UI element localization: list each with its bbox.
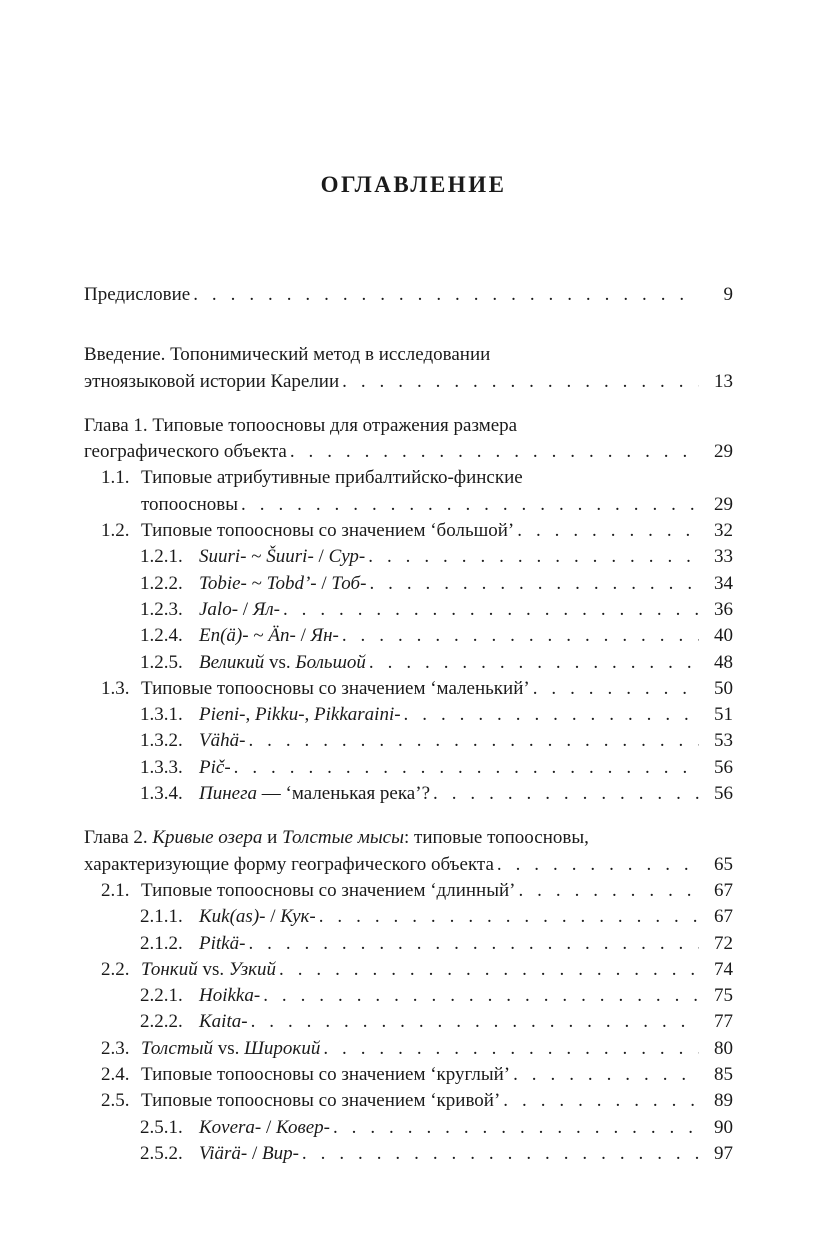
leader-dots <box>433 781 699 807</box>
page-number: 29 <box>714 493 733 515</box>
section-number: 2.5.2. <box>140 1142 183 1164</box>
leader-dots <box>497 852 699 878</box>
entry-label-italic: Ковер- <box>276 1116 330 1138</box>
entry-label-italic: Кук- <box>280 906 316 928</box>
entry-label: Типовые топоосновы со значением ‘круглый’ <box>141 1064 511 1086</box>
leader-dots <box>323 1036 699 1062</box>
entry-label-italic: Pikku- <box>254 704 305 726</box>
entry-label: / <box>261 1116 277 1138</box>
page-number: 85 <box>714 1064 733 1086</box>
toc-entry-2-2[interactable] <box>84 957 733 983</box>
page-number: 32 <box>714 520 733 542</box>
entry-label: / <box>247 1142 262 1164</box>
toc-entry-1-3-4[interactable] <box>84 781 733 807</box>
leader-dots <box>333 1115 699 1141</box>
page-number: 75 <box>714 985 733 1007</box>
toc-entry-1-2-5[interactable] <box>84 650 733 676</box>
toc-entry-2-5[interactable] <box>84 1088 733 1114</box>
page-number: 40 <box>714 625 733 647</box>
page-number: 56 <box>714 756 733 778</box>
entry-label: Типовые атрибутивные прибалтийско-финские <box>141 467 523 489</box>
entry-label: характеризующие форму географического объекта <box>84 852 497 878</box>
section-number: 1.2.5. <box>140 651 183 673</box>
toc-entry-preface[interactable] <box>84 282 733 308</box>
page-number: 36 <box>714 598 733 620</box>
page-number: 48 <box>714 651 733 673</box>
toc-entry-2-2-2[interactable] <box>84 1009 733 1035</box>
section-number: 1.2.4. <box>140 625 183 647</box>
entry-label-italic: Kaita- <box>199 1011 248 1033</box>
page-title: ОГЛАВЛЕНИЕ <box>320 172 507 197</box>
leader-dots <box>248 931 699 957</box>
entry-label: Типовые топоосновы со значением ‘маленький’ <box>141 677 530 699</box>
table-of-contents <box>84 282 733 1167</box>
page-number: 13 <box>714 370 733 392</box>
entry-label-italic: Vähä- <box>199 730 246 752</box>
page-number: 56 <box>714 783 733 805</box>
toc-entry-2-1-2[interactable] <box>84 931 733 957</box>
page-number: 77 <box>714 1011 733 1033</box>
entry-label: vs. <box>264 651 296 673</box>
page-number: 67 <box>714 879 733 901</box>
section-number: 2.4. <box>101 1064 130 1086</box>
entry-label-italic: Pitkä- <box>199 932 246 954</box>
section-number: 2.2.2. <box>140 1011 183 1033</box>
section-number: 1.2.2. <box>140 572 183 594</box>
page-number: 80 <box>714 1037 733 1059</box>
toc-entry-1-2-4[interactable] <box>84 623 733 649</box>
toc-entry-intro-line1: Введение. Топонимический метод в исследовании <box>84 344 491 366</box>
toc-entry-1-1-line1 <box>84 465 733 491</box>
entry-label: географического объекта <box>84 439 290 465</box>
section-number: 2.3. <box>101 1037 130 1059</box>
page-number: 89 <box>714 1090 733 1112</box>
entry-label-italic: Tobd’- <box>266 572 317 594</box>
entry-label: / <box>265 906 281 928</box>
entry-label-italic: Tobie- <box>199 572 247 594</box>
toc-entry-2-4[interactable] <box>84 1062 733 1088</box>
entry-label: топоосновы <box>141 492 241 518</box>
leader-dots <box>241 492 699 518</box>
entry-label: : типовые топоосновы, <box>404 827 589 849</box>
entry-label: ~ <box>246 572 267 594</box>
entry-label-italic: Pieni- <box>199 704 246 726</box>
entry-label-italic: Широкий <box>244 1037 321 1059</box>
leader-dots <box>517 518 699 544</box>
entry-label-italic: Kuk(as)- <box>199 906 266 928</box>
page-number: 97 <box>714 1142 733 1164</box>
toc-entry-2-1[interactable] <box>84 878 733 904</box>
entry-label: , <box>245 704 255 726</box>
toc-entry-2-2-1[interactable] <box>84 983 733 1009</box>
entry-label-italic: En(ä)- <box>199 625 249 647</box>
entry-label-italic: Пинега <box>199 783 257 805</box>
section-number: 2.5.1. <box>140 1116 183 1138</box>
entry-label-italic: Тоб- <box>331 572 367 594</box>
entry-label-italic: Šuuri- <box>266 546 314 568</box>
entry-label-italic: Сур- <box>328 546 366 568</box>
entry-label-italic: Вир- <box>261 1142 299 1164</box>
entry-label: Глава 2. <box>84 827 153 849</box>
toc-entry-1-2-1[interactable] <box>84 544 733 570</box>
page-number: 34 <box>714 572 733 594</box>
toc-entry-chapter1[interactable] <box>84 439 733 465</box>
toc-entry-1-3-3[interactable] <box>84 755 733 781</box>
entry-label-italic: Толстый <box>141 1037 213 1059</box>
leader-dots <box>404 702 699 728</box>
section-number: 2.1.2. <box>140 932 183 954</box>
toc-entry-2-5-2[interactable] <box>84 1141 733 1167</box>
page-number: 50 <box>714 677 733 699</box>
entry-label-italic: Великий <box>199 651 265 673</box>
section-number: 1.3.3. <box>140 756 183 778</box>
entry-label-italic: Большой <box>295 651 366 673</box>
section-number: 1.2. <box>101 520 130 542</box>
entry-label-italic: Suuri- <box>199 546 247 568</box>
section-number: 1.2.3. <box>140 598 183 620</box>
page-number: 72 <box>714 932 733 954</box>
page-number: 90 <box>714 1116 733 1138</box>
section-number: 1.2.1. <box>140 546 183 568</box>
entry-label: vs. <box>212 1037 245 1059</box>
leader-dots <box>279 957 699 983</box>
leader-dots <box>369 650 699 676</box>
entry-label: , <box>304 704 315 726</box>
entry-label: ~ <box>246 546 267 568</box>
entry-label-italic: Jalo- <box>199 598 239 620</box>
entry-label: vs. <box>197 958 229 980</box>
toc-entry-chapter2-line1 <box>84 825 733 851</box>
leader-dots <box>234 755 699 781</box>
page-number: 53 <box>714 730 733 752</box>
toc-entry-2-5-1[interactable] <box>84 1115 733 1141</box>
leader-dots <box>319 904 699 930</box>
page-number: 29 <box>714 441 733 463</box>
entry-label: Типовые топоосновы со значением ‘длинный’ <box>141 879 516 901</box>
entry-label-italic: Än- <box>268 625 296 647</box>
leader-dots <box>290 439 699 465</box>
leader-dots <box>513 1062 699 1088</box>
toc-entry-1-3-2[interactable] <box>84 728 733 754</box>
toc-entry-1-1[interactable] <box>84 492 733 518</box>
entry-label-italic: Толстые мысы <box>282 827 404 849</box>
entry-label: / <box>295 625 311 647</box>
entry-label: ~ <box>248 625 269 647</box>
leader-dots <box>302 1141 699 1167</box>
section-number: 2.2. <box>101 958 130 980</box>
page-number: 51 <box>714 704 733 726</box>
entry-label: / <box>316 572 332 594</box>
page-number: 65 <box>714 853 733 875</box>
leader-dots <box>533 676 699 702</box>
leader-dots <box>369 571 699 597</box>
entry-label: Типовые топоосновы со значением ‘кривой’ <box>141 1090 501 1112</box>
leader-dots <box>193 282 699 308</box>
toc-entry-chapter1-line1: Глава 1. Типовые топоосновы для отражения размера <box>84 414 518 436</box>
toc-entry-1-3-1[interactable] <box>84 702 733 728</box>
entry-label-italic: Ян- <box>310 625 339 647</box>
section-number: 1.3.4. <box>140 783 183 805</box>
entry-label: / <box>238 598 253 620</box>
page-number: 74 <box>714 958 733 980</box>
leader-dots <box>248 728 699 754</box>
leader-dots <box>342 623 699 649</box>
entry-label-italic: Кривые озера <box>152 827 263 849</box>
toc-entry-1-3[interactable] <box>84 676 733 702</box>
leader-dots <box>251 1009 699 1035</box>
section-number: 1.1. <box>101 467 130 489</box>
toc-entry-2-3[interactable] <box>84 1036 733 1062</box>
entry-label: / <box>313 546 329 568</box>
toc-entry-intro[interactable] <box>84 369 733 395</box>
entry-label-italic: Узкий <box>228 958 276 980</box>
section-number: 2.2.1. <box>140 985 183 1007</box>
entry-label: Предисловие <box>84 282 193 308</box>
entry-label-italic: Hoikka- <box>199 985 261 1007</box>
entry-label: — ‘маленькая река’? <box>257 783 431 805</box>
leader-dots <box>518 878 699 904</box>
leader-dots <box>342 369 699 395</box>
page-number: 67 <box>714 906 733 928</box>
entry-label: этноязыковой истории Карелии <box>84 369 342 395</box>
entry-label-italic: Ял- <box>252 598 280 620</box>
entry-label-italic: Viärä- <box>199 1142 248 1164</box>
entry-label: и <box>262 827 283 849</box>
leader-dots <box>368 544 699 570</box>
toc-entry-1-2-2[interactable] <box>84 571 733 597</box>
section-number: 2.1. <box>101 879 130 901</box>
leader-dots <box>263 983 699 1009</box>
entry-label-italic: Тонкий <box>141 958 198 980</box>
entry-label: Типовые топоосновы со значением ‘большой’ <box>141 520 515 542</box>
toc-entry-chapter2[interactable] <box>84 852 733 878</box>
page-number: 33 <box>714 546 733 568</box>
toc-entry-1-2-3[interactable] <box>84 597 733 623</box>
entry-label-italic: Pikkaraini- <box>314 704 401 726</box>
entry-label-italic: Kovera- <box>199 1116 262 1138</box>
toc-entry-2-1-1[interactable] <box>84 904 733 930</box>
page-number: 9 <box>723 284 733 305</box>
section-number: 1.3. <box>101 677 130 699</box>
section-number: 2.5. <box>101 1090 130 1112</box>
section-number: 1.3.2. <box>140 730 183 752</box>
section-number: 2.1.1. <box>140 906 183 928</box>
leader-dots <box>283 597 699 623</box>
leader-dots <box>503 1088 699 1114</box>
entry-label-italic: Pič- <box>199 756 231 778</box>
section-number: 1.3.1. <box>140 704 183 726</box>
toc-entry-1-2[interactable] <box>84 518 733 544</box>
